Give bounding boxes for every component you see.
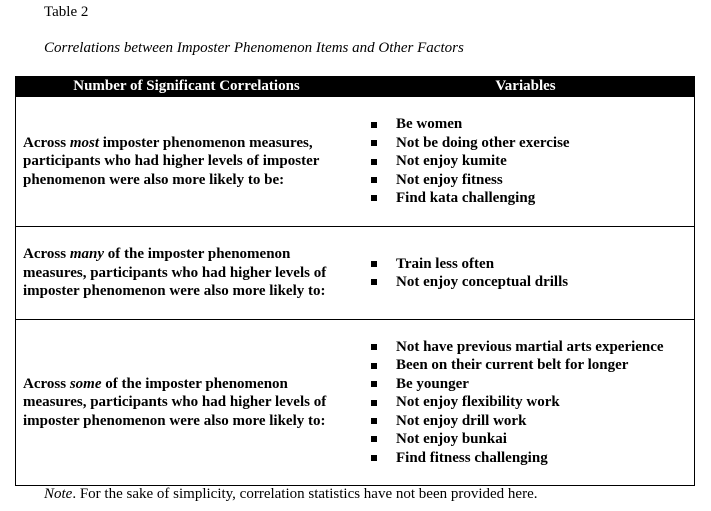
list-item	[371, 152, 570, 170]
description-emphasis: most	[69, 134, 99, 151]
variable-text: Been on their current belt for longer	[396, 357, 629, 374]
description-pre: Across	[23, 246, 70, 263]
correlations-table	[15, 76, 695, 486]
variable-text: Not enjoy flexibility work	[396, 394, 560, 411]
variable-text: Be women	[396, 116, 463, 133]
correlation-description	[16, 320, 357, 485]
table-note	[44, 486, 538, 503]
variable-text: Find kata challenging	[396, 190, 536, 207]
description-emphasis: many	[69, 246, 104, 263]
square-bullet-icon	[371, 455, 377, 461]
variable-text: Not enjoy kumite	[396, 153, 507, 170]
square-bullet-icon	[371, 418, 377, 424]
square-bullet-icon	[371, 122, 377, 128]
variable-text: Not enjoy conceptual drills	[396, 274, 569, 290]
list-item	[371, 115, 570, 133]
variable-text: Be younger	[396, 375, 469, 392]
variable-text: Not be doing other exercise	[396, 134, 570, 151]
list-item	[371, 171, 570, 189]
list-item	[371, 273, 568, 291]
square-bullet-icon	[371, 344, 377, 350]
correlation-description	[16, 97, 357, 226]
list-item	[371, 375, 664, 393]
square-bullet-icon	[371, 363, 377, 369]
description-post: of the imposter phenomenon measures, participants who had higher levels of imposter phenomenon were also more likely to:	[23, 375, 327, 429]
description-pre: Across	[23, 134, 70, 151]
list-item	[371, 338, 664, 356]
table-header-row	[16, 77, 694, 96]
correlation-description	[16, 227, 357, 319]
header-correlations: Number of Significant Correlations	[73, 78, 300, 94]
description-pre: Across	[23, 375, 70, 392]
variables-cell	[357, 320, 694, 485]
note-text: . For the sake of simplicity, correlation statistics have not been provided here.	[72, 486, 538, 502]
variable-text: Train less often	[396, 255, 495, 272]
square-bullet-icon	[371, 159, 377, 165]
table-caption: Correlations between Imposter Phenomenon Items and Other Factors	[44, 40, 464, 56]
square-bullet-icon	[371, 381, 377, 387]
variables-cell	[357, 227, 694, 319]
variable-text: Not enjoy drill work	[396, 412, 527, 429]
header-variables: Variables	[495, 78, 556, 94]
variable-text: Not enjoy fitness	[396, 171, 503, 188]
note-label: Note	[44, 486, 73, 502]
variables-cell	[357, 97, 694, 226]
square-bullet-icon	[371, 140, 377, 146]
description-post: of the imposter phenomenon measures, participants who had higher levels of imposter phenomenon were also more likely to:	[23, 246, 327, 300]
list-item	[371, 393, 664, 411]
square-bullet-icon	[371, 177, 377, 183]
description-post: imposter phenomenon measures, participants who had higher levels of imposter phenomenon were also more likely to be:	[23, 134, 320, 188]
variable-text: Find fitness challenging	[396, 449, 548, 466]
table-row	[16, 226, 694, 319]
table-row	[16, 96, 694, 226]
variable-text: Not enjoy bunkai	[396, 431, 507, 448]
list-item	[371, 449, 664, 467]
variables-list	[357, 115, 570, 207]
list-item	[371, 134, 570, 152]
table-label: Table 2	[44, 4, 89, 20]
list-item	[371, 412, 664, 430]
list-item	[371, 255, 568, 273]
variable-text: Not have previous martial arts experience	[396, 339, 664, 356]
table-row	[16, 319, 694, 485]
square-bullet-icon	[371, 279, 377, 285]
square-bullet-icon	[371, 195, 377, 201]
square-bullet-icon	[371, 261, 377, 267]
variables-list	[357, 338, 664, 467]
list-item	[371, 189, 570, 207]
square-bullet-icon	[371, 436, 377, 442]
list-item	[371, 356, 664, 374]
description-emphasis: some	[69, 375, 102, 392]
square-bullet-icon	[371, 400, 377, 406]
variables-list	[357, 255, 568, 292]
list-item	[371, 430, 664, 448]
